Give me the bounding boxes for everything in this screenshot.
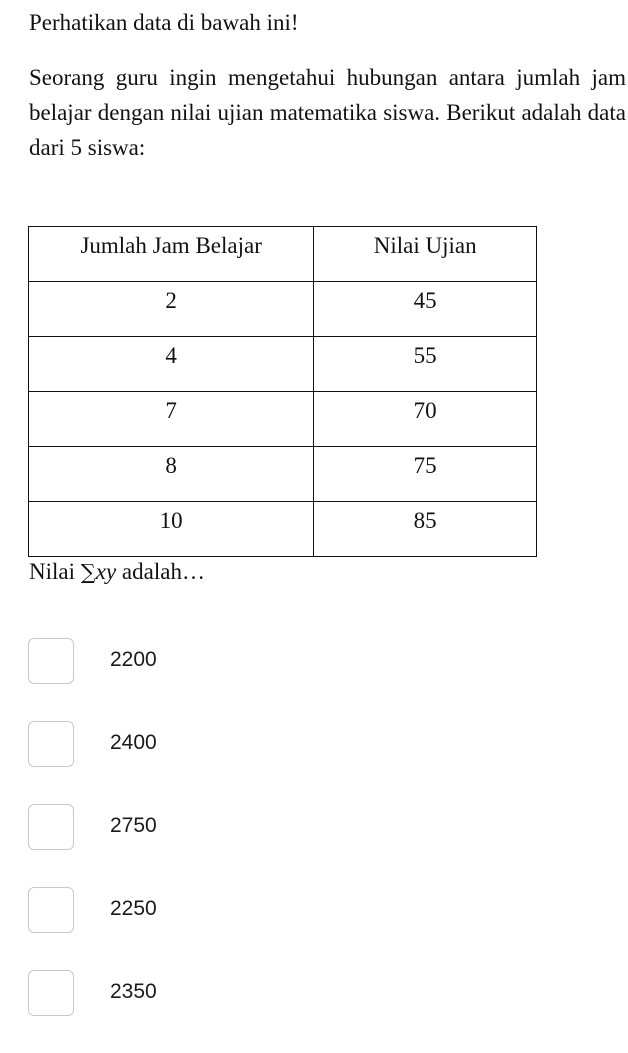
answer-option[interactable] bbox=[28, 638, 588, 721]
data-table bbox=[28, 226, 537, 557]
question-variable: xy bbox=[95, 559, 117, 584]
cell-study-hours: 7 bbox=[29, 392, 314, 447]
option-label: 2250 bbox=[110, 897, 157, 920]
cell-study-hours: 4 bbox=[29, 337, 314, 392]
cell-exam-score: 75 bbox=[314, 447, 537, 502]
option-label: 2400 bbox=[110, 731, 157, 754]
header-study-hours: Jumlah Jam Belajar bbox=[29, 227, 314, 282]
table-row bbox=[29, 447, 537, 502]
option-label: 2350 bbox=[110, 980, 157, 1003]
table-header-row bbox=[29, 227, 537, 282]
cell-study-hours: 10 bbox=[29, 502, 314, 557]
question-description: Seorang guru ingin mengetahui hubungan antara jumlah jam belajar dengan nilai ujian matematika siswa. Berikut adalah data dari 5 siswa: bbox=[29, 65, 626, 160]
cell-exam-score: 70 bbox=[314, 392, 537, 447]
answer-option[interactable] bbox=[28, 804, 588, 887]
question-prompt bbox=[29, 555, 205, 589]
header-exam-score: Nilai Ujian bbox=[314, 227, 537, 282]
option-checkbox[interactable] bbox=[28, 887, 74, 933]
option-label: 2200 bbox=[110, 648, 157, 671]
table-row bbox=[29, 337, 537, 392]
question-suffix: adalah… bbox=[121, 559, 205, 584]
answer-options bbox=[28, 638, 588, 1053]
answer-option[interactable] bbox=[28, 721, 588, 804]
option-checkbox[interactable] bbox=[28, 721, 74, 767]
table-row bbox=[29, 502, 537, 557]
cell-study-hours: 2 bbox=[29, 282, 314, 337]
option-checkbox[interactable] bbox=[28, 970, 74, 1016]
table-row bbox=[29, 392, 537, 447]
option-label: 2750 bbox=[110, 814, 157, 837]
answer-option[interactable] bbox=[28, 970, 588, 1053]
option-checkbox[interactable] bbox=[28, 804, 74, 850]
table-row bbox=[29, 282, 537, 337]
cell-exam-score: 45 bbox=[314, 282, 537, 337]
option-checkbox[interactable] bbox=[28, 638, 74, 684]
cell-exam-score: 85 bbox=[314, 502, 537, 557]
cell-study-hours: 8 bbox=[29, 447, 314, 502]
sigma-symbol: ∑ bbox=[80, 560, 96, 584]
intro-text: Perhatikan data di bawah ini! bbox=[29, 10, 299, 35]
question-prefix: Nilai bbox=[29, 559, 75, 584]
cell-exam-score: 55 bbox=[314, 337, 537, 392]
answer-option[interactable] bbox=[28, 887, 588, 970]
